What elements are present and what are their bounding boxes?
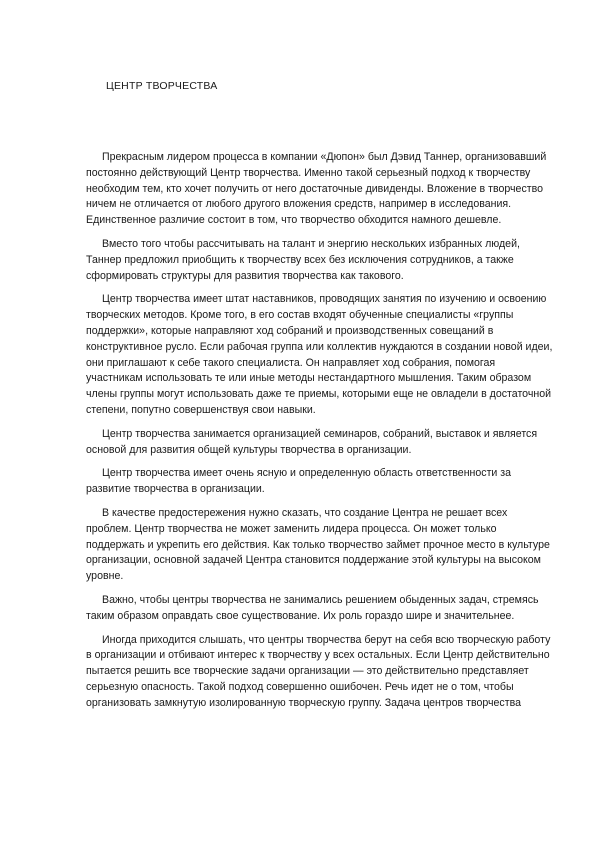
paragraph: В качестве предостережения нужно сказать, что создание Центра не решает всех проблем. Центр творчества не может заменить лидера процесса. Он может только поддержать и укрепить его действия. Как только творчество займет прочное место в культуре организации, основной задачей Центра становится поддержание этой культуры на высоком уровне. [86, 506, 550, 583]
paragraph: Центр творчества занимается организацией семинаров, собраний, выставок и является основой для развития общей культуры творчества в организации. [86, 427, 538, 456]
paragraph: Вместо того чтобы рассчитывать на талант и энергию нескольких избранных людей, Таннер предложил приобщить к творчеству всех без исключения сотрудников, а также сформировать структуры для развития творчества как такового. [86, 237, 520, 282]
document-title: ЦЕНТР ТВОРЧЕСТВА [106, 80, 218, 92]
paragraph: Центр творчества имеет очень ясную и определенную область ответственности за развитие творчества в организации. [86, 467, 512, 496]
paragraph: Прекрасным лидером процесса в компании «Дюпон» был Дэвид Таннер, организовавший постоянно действующий Центр творчества. Именно такой серьезный подход к творчеству необходим тем, кто хочет получить от него достаточные дивиденды. Вложение в творчество ничем не отличается от любого другого вложения средств, например в исследования. Единственное различие состоит в том, что творчество обходится намного дешевле. [86, 151, 547, 227]
paragraph: Важно, чтобы центры творчества не занимались решением обыденных задач, стремясь таким образом оправдать свое существование. Их роль гораздо шире и значительнее. [86, 593, 539, 622]
paragraph: Иногда приходится слышать, что центры творчества берут на себя всю творческую работу в организации и отбивают интерес к творчеству у всех остальных. Если Центр действительно пытается решить все творческие задачи организации — это действительно представляет серьезную опасность. Такой подход совершенно ошибочен. Речь идет не о том, чтобы организовать замкнутую изолированную творческую группу. Задача центров творчества [86, 633, 551, 709]
document-body [86, 150, 554, 720]
paragraph: Центр творчества имеет штат наставников, проводящих занятия по изучению и освоению творческих методов. Кроме того, в его состав входят обученные специалисты «группы поддержки», которые направляют ход собраний и производственных совещаний в конструктивное русло. Если рабочая группа или коллектив нуждаются в создании новой идеи, они приглашают к себе такого специалиста. Он направляет ход собрания, помогая участникам использовать те или иные методы нестандартного мышления. Таким образом члены группы могут использовать даже те приемы, которыми еще не овладели в достаточной степени, попутно совершенствуя свои навыки. [86, 293, 553, 416]
